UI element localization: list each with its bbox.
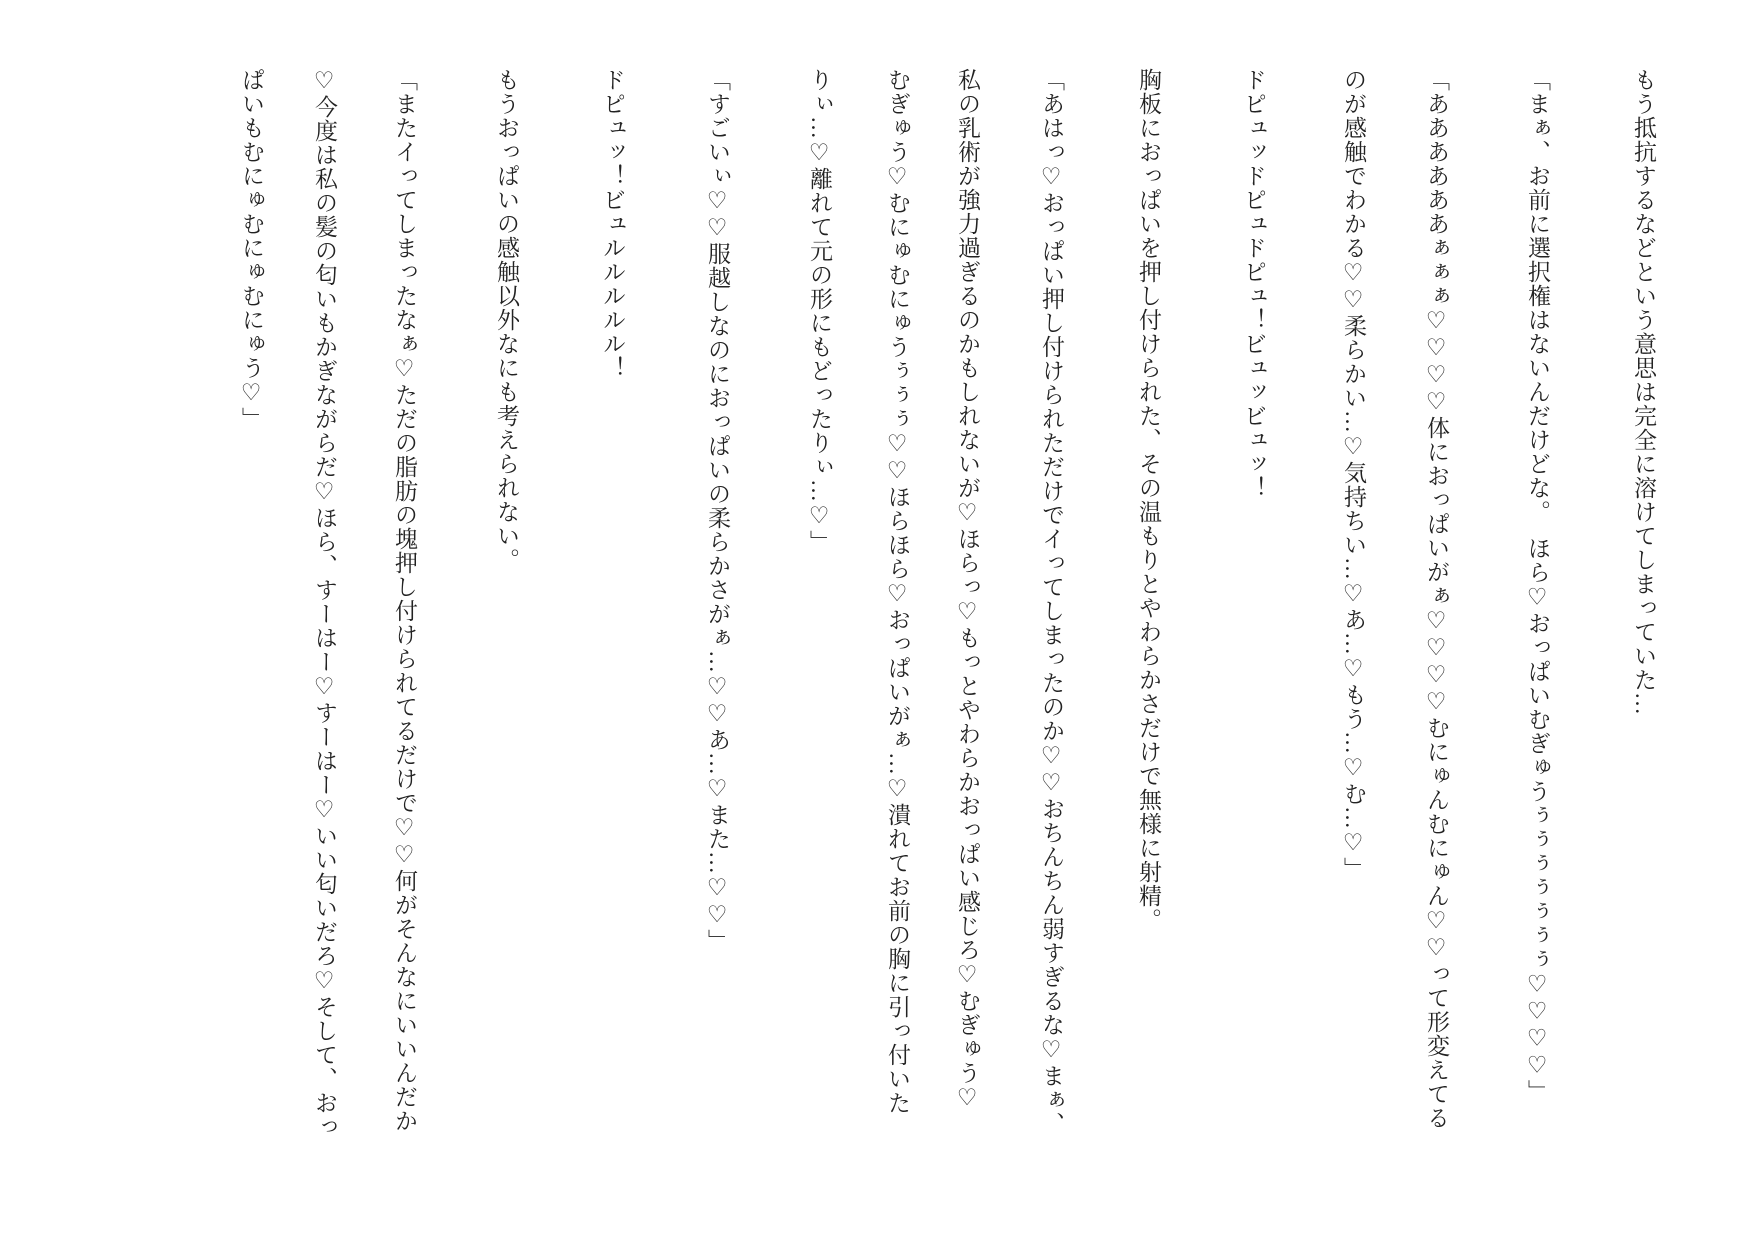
text-column: ぱいもむにゅむにゅむにゅう♡」 (239, 68, 264, 431)
text-column: りぃ…♡離れて元の形にもどったりぃ…♡」 (807, 68, 832, 554)
text-column: 胸板におっぱいを押し付けられた、その温もりとやわらかさだけで無様に射精。 (1136, 68, 1161, 932)
text-column: 「すごいぃ♡♡服越しなのにおっぱいの柔らかさがぁ…♡♡あ…♡また…♡♡」 (705, 68, 730, 953)
text-column: むぎゅう♡むにゅむにゅうぅぅぅ♡♡ほらほら♡おっぱいがぁ…♡潰れてお前の胸に引っ付いた (885, 68, 910, 1115)
text-column: ♡今度は私の髪の匂いもかぎながらだ♡ほら、すーはー♡すーはー♡いい匂いだろ♡そして、おっ (312, 68, 337, 1139)
text-column: 「あはっ♡おっぱい押し付けられただけでイってしまったのか♡♡おちんちん弱すぎるな♡まぁ、 (1039, 68, 1064, 1136)
text-column: 「ああああああぁぁぁ♡♡♡♡体におっぱいがぁ♡♡♡♡むにゅんむにゅん♡♡って形変えてる (1424, 68, 1449, 1130)
text-column: 私の乳術が強力過ぎるのかもしれないが♡ほらっ♡もっとやわらかおっぱい感じろ♡むぎゅう♡ (955, 68, 980, 1112)
text-column: 「またイってしまったなぁ♡ただの脂肪の塊押し付けられてるだけで♡♡何がそんなにいいんだか (392, 68, 417, 1133)
text-column: もうおっぱいの感触以外なにも考えられない。 (494, 68, 519, 572)
text-column: 「まぁ、お前に選択権はないんだけどな。 ほら♡おっぱいむぎゅうぅぅぅぅぅぅぅ♡♡♡♡」 (1525, 68, 1550, 1104)
text-column: ドピュッ！ビュルルルルル！ (600, 68, 625, 380)
text-column: ドピュッドピュドピュ！ビュッビュッ！ (1241, 68, 1266, 500)
text-column: もう抵抗するなどという意思は完全に溶けてしまっていた… (1631, 68, 1656, 716)
text-column: のが感触でわかる♡♡柔らかい…♡気持ちい…♡あ…♡もう…♡む…♡」 (1341, 68, 1366, 881)
